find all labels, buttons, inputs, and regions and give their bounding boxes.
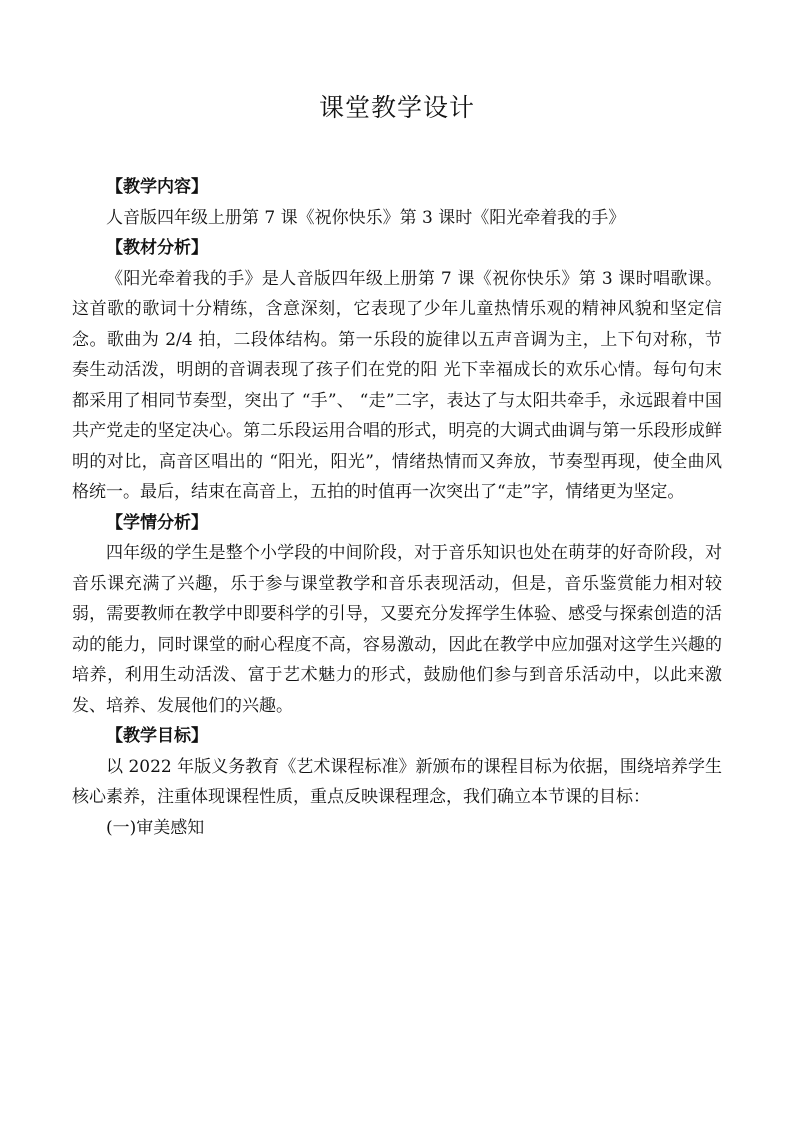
section-heading-teaching-content: 【教学内容】 — [106, 177, 208, 197]
paragraph-material-analysis: 《阳光牵着我的手》是人音版四年级上册第 7 课《祝你快乐》第 3 课时唱歌课。这首歌的歌词十分精练，含意深刻，它表现了少年儿童热情乐观的精神风貌和坚定信念。歌曲为 2/4 拍，二段体结构。第一乐段的旋律以五声音调为主，上下句对称，节奏生动活泼，明朗的音调表现了孩子们在党的阳 光下幸福成长的欢乐心情。每句句末都采用了相同节奏型，突出了 “手”、 “走”二字，表达了与太阳共牵手，永远跟着中国共产党走的坚定决心。第二乐段运用合唱的形式，明亮的大调式曲调与第一乐段形成鲜明的对比，高音区唱出的 “阳光，阳光”，情绪热情而又奔放，节奏型再现，使全曲风格统一。最后，结束在高音上，五拍的时值再一次突出了“走”字，情绪更为坚定。 — [72, 268, 722, 502]
subheading-aesthetic-perception: (一)审美感知 — [106, 817, 205, 838]
paragraph-student-analysis: 四年级的学生是整个小学段的中间阶段，对于音乐知识也处在萌芽的好奇阶段，对音乐课充满了兴趣，乐于参与课堂教学和音乐表现活动，但是，音乐鉴赏能力相对较弱，需要教师在教学中即要科学的引导，又要充分发挥学生体验、感受与探索创造的活动的能力，同时课堂的耐心程度不高，容易激动，因此在教学中应加强对这学生兴趣的培养，利用生动活泼、富于艺术魅力的形式，鼓励他们参与到音乐活动中，以此来激发、培养、发展他们的兴趣。 — [72, 543, 722, 716]
paragraph-teaching-content: 人音版四年级上册第 7 课《祝你快乐》第 3 课时《阳光牵着我的手》 — [106, 207, 626, 228]
document-title: 课堂教学设计 — [318, 93, 475, 122]
section-heading-teaching-goals: 【教学目标】 — [106, 726, 208, 746]
section-heading-material-analysis: 【教材分析】 — [106, 238, 208, 258]
document-body — [72, 172, 722, 843]
paragraph-teaching-goals: 以 2022 年版义务教育《艺术课程标准》新颁布的课程目标为依据，围绕培养学生核心素养，注重体现课程性质，重点反映课程理念，我们确立本节课的目标： — [72, 756, 722, 807]
section-heading-student-analysis: 【学情分析】 — [106, 512, 208, 533]
